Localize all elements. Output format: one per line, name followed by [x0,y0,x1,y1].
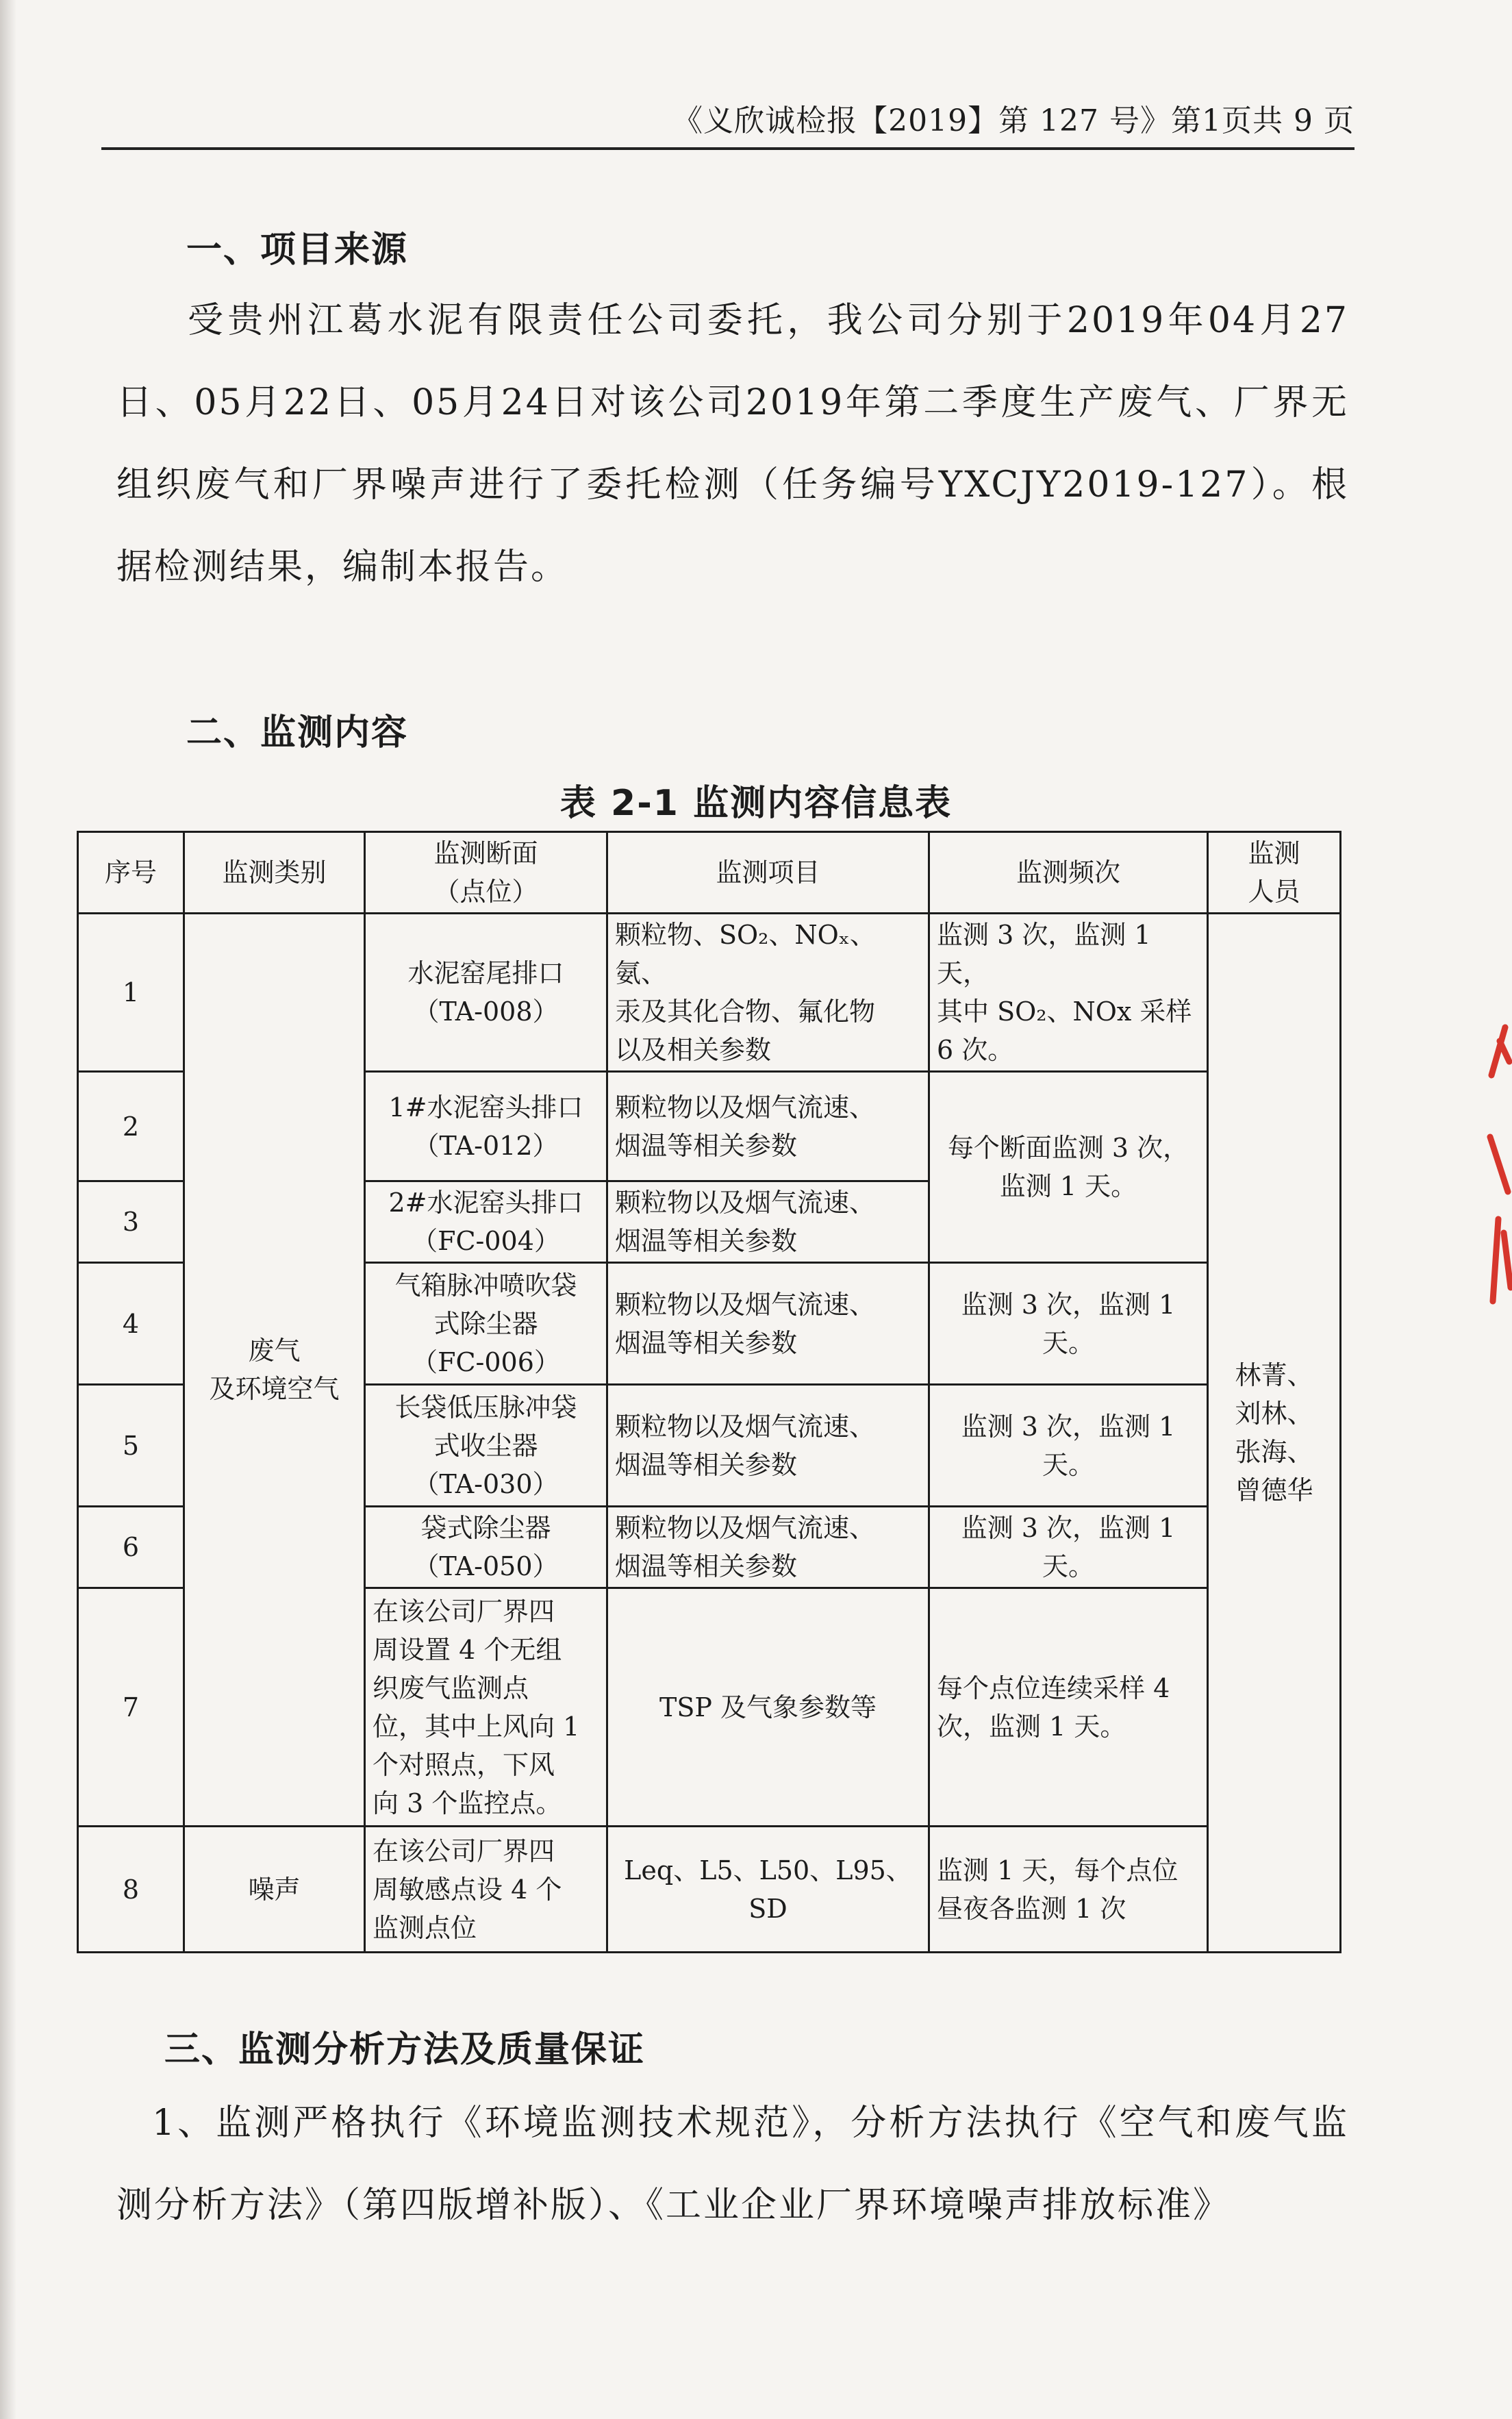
row-items: 颗粒物以及烟气流速、 烟温等相关参数 [607,1507,929,1588]
report-header: 《义欣诚检报【2019】第 127 号》第1页共 9 页 [672,103,1354,138]
page-edge-shadow [0,0,16,2419]
row-no: 4 [78,1263,184,1385]
category-noise: 噪声 [184,1827,365,1953]
header-section: 监测断面 （点位） [365,832,607,914]
section-methods-body: 1、监测严格执行《环境监测技术规范》，分析方法执行《空气和废气监测分析方法》（第四版增补版）、《工业企业厂界环境噪声排放标准》 [116,2103,1349,2226]
row-frequency: 监测 3 次，监测 1 天。 [929,1385,1208,1507]
table-caption: 表 2-1 监测内容信息表 [559,783,953,824]
section-title-methods: 三、监测分析方法及质量保证 [164,2029,646,2070]
row-point: 袋式除尘器 （TA-050） [365,1507,607,1588]
staff-cell: 林菁、 刘林、 张海、 曾德华 [1208,914,1341,1953]
row-items: 颗粒物以及烟气流速、 烟温等相关参数 [607,1385,929,1507]
row-items: 颗粒物以及烟气流速、 烟温等相关参数 [607,1263,929,1385]
header-frequency: 监测频次 [929,832,1208,914]
header-staff: 监测 人员 [1208,832,1341,914]
section-title-content: 二、监测内容 [186,712,409,753]
row-frequency: 监测 3 次，监测 1 天， 其中 SO₂、NOx 采样 6 次。 [929,914,1208,1072]
row-point: 1#水泥窑头排口 （TA-012） [365,1072,607,1181]
header-rule [101,147,1354,150]
header-items: 监测项目 [607,832,929,914]
row-items: TSP 及气象参数等 [607,1588,929,1827]
row-point: 气箱脉冲喷吹袋 式除尘器 （FC-006） [365,1263,607,1385]
category-gas: 废气 及环境空气 [184,914,365,1827]
row-point: 长袋低压脉冲袋 式收尘器 （TA-030） [365,1385,607,1507]
row-items: 颗粒物以及烟气流速、 烟温等相关参数 [607,1181,929,1263]
row-no: 7 [78,1588,184,1827]
row-no: 6 [78,1507,184,1588]
row-frequency: 每个点位连续采样 4 次，监测 1 天。 [929,1588,1208,1827]
table-row [78,914,1341,1072]
row-items: 颗粒物以及烟气流速、 烟温等相关参数 [607,1072,929,1181]
row-no: 2 [78,1072,184,1181]
table-header-row [78,832,1341,914]
row-no: 3 [78,1181,184,1263]
row-no: 8 [78,1827,184,1953]
header-no: 序号 [78,832,184,914]
row-point: 在该公司厂界四 周敏感点设 4 个 监测点位 [365,1827,607,1953]
row-point: 2#水泥窑头排口 （FC-004） [365,1181,607,1263]
row-frequency: 监测 3 次，监测 1 天。 [929,1263,1208,1385]
row-frequency: 监测 3 次，监测 1 天。 [929,1507,1208,1588]
row-point: 水泥窑尾排口 （TA-008） [365,914,607,1072]
stamp-edge-mark [1485,1014,1512,1342]
monitoring-info-table [77,831,1341,1953]
row-items: 颗粒物、SO₂、NOₓ、氨、 汞及其化合物、氟化物 以及相关参数 [607,914,929,1072]
section-source-body: 受贵州江葛水泥有限责任公司委托，我公司分别于2019年04月27日、05月22日、05月24日对该公司2019年第二季度生产废气、厂界无组织废气和厂界噪声进行了委托检测（任务编号YXCJY2019-127）。根据检测结果，编制本报告。 [116,300,1349,588]
header-category: 监测类别 [184,832,365,914]
row-no: 5 [78,1385,184,1507]
row-frequency: 每个断面监测 3 次， 监测 1 天。 [929,1072,1208,1263]
table-row [78,1827,1341,1953]
row-items: Leq、L5、L50、L95、SD [607,1827,929,1953]
row-point: 在该公司厂界四 周设置 4 个无组 织废气监测点 位，其中上风向 1 个对照点，下风 向 3 个监控点。 [365,1588,607,1827]
row-frequency: 监测 1 天，每个点位 昼夜各监测 1 次 [929,1827,1208,1953]
section-title-source: 一、项目来源 [186,229,409,271]
row-no: 1 [78,914,184,1072]
